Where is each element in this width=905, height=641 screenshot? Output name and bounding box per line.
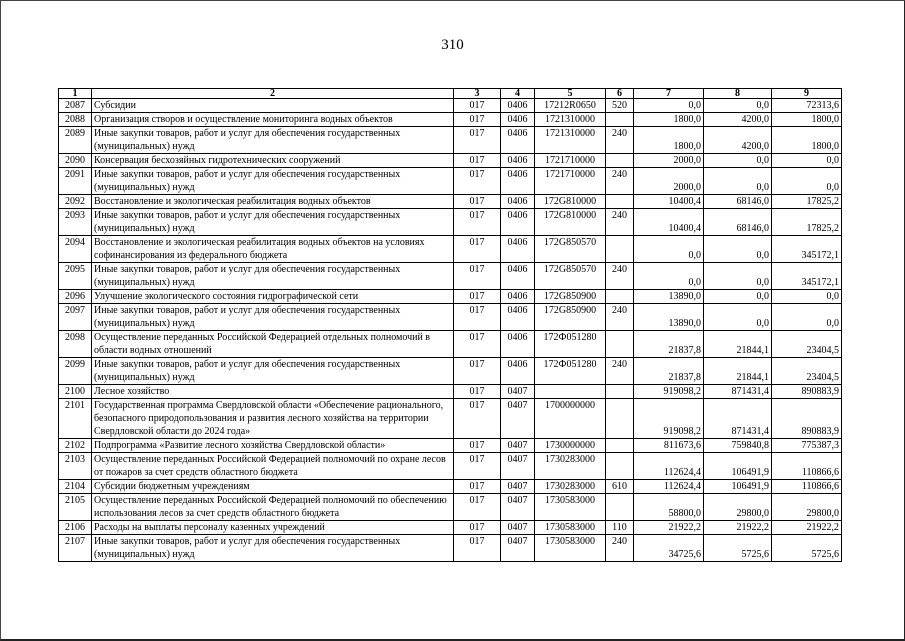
row-value-7: 58800,0 (634, 494, 704, 521)
row-value-7: 2000,0 (634, 168, 704, 195)
row-number: 2102 (59, 439, 92, 453)
row-target-code: 1721310000 (535, 113, 606, 127)
row-ministry-code: 017 (454, 453, 501, 480)
row-value-9: 17825,2 (772, 209, 842, 236)
row-ministry-code: 017 (454, 209, 501, 236)
row-value-8: 21844,1 (704, 331, 772, 358)
row-expense-type (606, 453, 634, 480)
row-value-9: 1800,0 (772, 113, 842, 127)
row-expense-type (606, 290, 634, 304)
table-row (59, 209, 842, 236)
row-section-code: 0407 (501, 385, 535, 399)
row-name: Осуществление переданных Российской Федерацией отдельных полномочий в области водных отношений (92, 331, 454, 358)
row-name: Осуществление переданных Российской Федерацией полномочий по обеспечению использования лесов за счет средств областного бюджета (92, 494, 454, 521)
row-value-7: 34725,6 (634, 535, 704, 562)
table-row (59, 439, 842, 453)
row-target-code: 17212R0650 (535, 99, 606, 113)
row-value-9: 775387,3 (772, 439, 842, 453)
row-expense-type (606, 331, 634, 358)
row-value-9: 345172,1 (772, 263, 842, 290)
row-value-9: 345172,1 (772, 236, 842, 263)
row-ministry-code: 017 (454, 535, 501, 562)
row-expense-type (606, 195, 634, 209)
row-value-8: 106491,9 (704, 453, 772, 480)
row-ministry-code: 017 (454, 331, 501, 358)
row-expense-type: 240 (606, 209, 634, 236)
row-value-7: 10400,4 (634, 195, 704, 209)
row-name: Восстановление и экологическая реабилитация водных объектов (92, 195, 454, 209)
header-row (59, 89, 842, 99)
row-section-code: 0407 (501, 480, 535, 494)
row-number: 2098 (59, 331, 92, 358)
row-value-8: 871431,4 (704, 385, 772, 399)
row-value-7: 13890,0 (634, 290, 704, 304)
row-name: Лесное хозяйство (92, 385, 454, 399)
table-row (59, 358, 842, 385)
row-section-code: 0406 (501, 195, 535, 209)
row-target-code: 1730283000 (535, 480, 606, 494)
row-value-8: 759840,8 (704, 439, 772, 453)
row-ministry-code: 017 (454, 439, 501, 453)
col-header-2: 2 (92, 89, 454, 99)
row-value-8: 0,0 (704, 236, 772, 263)
row-ministry-code: 017 (454, 113, 501, 127)
row-target-code: 172G850570 (535, 236, 606, 263)
row-expense-type (606, 399, 634, 439)
col-header-7: 7 (634, 89, 704, 99)
table-row (59, 168, 842, 195)
row-ministry-code: 017 (454, 304, 501, 331)
row-number: 2089 (59, 127, 92, 154)
row-number: 2104 (59, 480, 92, 494)
row-target-code: 1721310000 (535, 127, 606, 154)
row-ministry-code: 017 (454, 521, 501, 535)
row-value-9: 21922,2 (772, 521, 842, 535)
row-number: 2088 (59, 113, 92, 127)
row-value-7: 0,0 (634, 99, 704, 113)
row-expense-type (606, 154, 634, 168)
row-expense-type (606, 385, 634, 399)
row-value-9: 0,0 (772, 168, 842, 195)
row-target-code: 172G810000 (535, 195, 606, 209)
row-number: 2090 (59, 154, 92, 168)
row-ministry-code: 017 (454, 399, 501, 439)
row-value-8: 29800,0 (704, 494, 772, 521)
row-value-7: 13890,0 (634, 304, 704, 331)
row-ministry-code: 017 (454, 358, 501, 385)
row-value-7: 112624,4 (634, 480, 704, 494)
row-section-code: 0406 (501, 290, 535, 304)
row-ministry-code: 017 (454, 385, 501, 399)
row-value-8: 21844,1 (704, 358, 772, 385)
row-name: Иные закупки товаров, работ и услуг для обеспечения государственных (муниципальных) нужд (92, 358, 454, 385)
row-value-9: 29800,0 (772, 494, 842, 521)
row-section-code: 0406 (501, 209, 535, 236)
page-number: 310 (441, 37, 464, 53)
row-section-code: 0407 (501, 399, 535, 439)
row-target-code: 1721710000 (535, 154, 606, 168)
row-section-code: 0407 (501, 535, 535, 562)
row-target-code (535, 385, 606, 399)
row-name: Восстановление и экологическая реабилитация водных объектов на условиях софинансирования из федерального бюджета (92, 236, 454, 263)
row-target-code: 1730000000 (535, 439, 606, 453)
row-name: Расходы на выплаты персоналу казенных учреждений (92, 521, 454, 535)
row-expense-type (606, 439, 634, 453)
table-row (59, 99, 842, 113)
row-target-code: 172G850900 (535, 304, 606, 331)
row-expense-type: 520 (606, 99, 634, 113)
row-value-8: 0,0 (704, 154, 772, 168)
row-value-9: 23404,5 (772, 331, 842, 358)
row-number: 2092 (59, 195, 92, 209)
row-value-9: 0,0 (772, 290, 842, 304)
table-row (59, 154, 842, 168)
row-section-code: 0406 (501, 127, 535, 154)
row-value-8: 0,0 (704, 168, 772, 195)
row-ministry-code: 017 (454, 290, 501, 304)
row-target-code: 172G810000 (535, 209, 606, 236)
row-number: 2095 (59, 263, 92, 290)
row-number: 2106 (59, 521, 92, 535)
row-target-code: 172Ф051280 (535, 331, 606, 358)
row-expense-type: 610 (606, 480, 634, 494)
row-value-7: 21922,2 (634, 521, 704, 535)
row-value-9: 890883,9 (772, 399, 842, 439)
row-ministry-code: 017 (454, 99, 501, 113)
row-value-9: 23404,5 (772, 358, 842, 385)
col-header-8: 8 (704, 89, 772, 99)
row-name: Субсидии (92, 99, 454, 113)
row-name: Осуществление переданных Российской Федерацией полномочий по охране лесов от пожаров за счет средств областного бюджета (92, 453, 454, 480)
row-value-7: 919098,2 (634, 399, 704, 439)
row-value-8: 0,0 (704, 99, 772, 113)
row-number: 2087 (59, 99, 92, 113)
row-number: 2096 (59, 290, 92, 304)
row-name: Государственная программа Свердловской области «Обеспечение рационального, безопасного природопользования и развития лесного хозяйства на территории Свердловской области до 2024 года» (92, 399, 454, 439)
row-value-7: 0,0 (634, 263, 704, 290)
table-body (59, 99, 842, 562)
row-section-code: 0406 (501, 113, 535, 127)
row-expense-type: 240 (606, 127, 634, 154)
row-target-code: 1700000000 (535, 399, 606, 439)
row-value-9: 0,0 (772, 154, 842, 168)
row-expense-type: 240 (606, 168, 634, 195)
row-value-9: 72313,6 (772, 99, 842, 113)
row-name: Подпрограмма «Развитие лесного хозяйства Свердловской области» (92, 439, 454, 453)
table-row (59, 127, 842, 154)
table-row (59, 453, 842, 480)
row-number: 2103 (59, 453, 92, 480)
row-number: 2107 (59, 535, 92, 562)
row-name: Иные закупки товаров, работ и услуг для обеспечения государственных (муниципальных) нужд (92, 304, 454, 331)
table-row (59, 331, 842, 358)
table-row (59, 521, 842, 535)
row-target-code: 1730583000 (535, 494, 606, 521)
row-value-7: 919098,2 (634, 385, 704, 399)
row-value-9: 0,0 (772, 304, 842, 331)
row-ministry-code: 017 (454, 127, 501, 154)
row-section-code: 0407 (501, 453, 535, 480)
row-value-8: 68146,0 (704, 195, 772, 209)
row-ministry-code: 017 (454, 168, 501, 195)
row-name: Субсидии бюджетным учреждениям (92, 480, 454, 494)
table-row (59, 195, 842, 209)
row-value-7: 1800,0 (634, 127, 704, 154)
row-target-code: 172G850570 (535, 263, 606, 290)
row-value-9: 17825,2 (772, 195, 842, 209)
row-value-7: 10400,4 (634, 209, 704, 236)
row-target-code: 1730583000 (535, 521, 606, 535)
row-name: Улучшение экологического состояния гидрографической сети (92, 290, 454, 304)
row-ministry-code: 017 (454, 263, 501, 290)
row-name: Организация створов и осуществление мониторинга водных объектов (92, 113, 454, 127)
row-target-code: 1730583000 (535, 535, 606, 562)
row-section-code: 0406 (501, 358, 535, 385)
row-number: 2094 (59, 236, 92, 263)
row-section-code: 0406 (501, 154, 535, 168)
row-value-9: 5725,6 (772, 535, 842, 562)
row-expense-type (606, 236, 634, 263)
row-section-code: 0406 (501, 236, 535, 263)
row-number: 2097 (59, 304, 92, 331)
col-header-3: 3 (454, 89, 501, 99)
row-value-7: 112624,4 (634, 453, 704, 480)
row-name: Иные закупки товаров, работ и услуг для обеспечения государственных (муниципальных) нужд (92, 535, 454, 562)
row-number: 2101 (59, 399, 92, 439)
row-expense-type: 240 (606, 304, 634, 331)
row-value-8: 5725,6 (704, 535, 772, 562)
table-row (59, 236, 842, 263)
row-section-code: 0407 (501, 439, 535, 453)
row-expense-type: 240 (606, 535, 634, 562)
row-number: 2105 (59, 494, 92, 521)
row-expense-type (606, 494, 634, 521)
row-number: 2093 (59, 209, 92, 236)
row-target-code: 1730283000 (535, 453, 606, 480)
col-header-6: 6 (606, 89, 634, 99)
row-name: Иные закупки товаров, работ и услуг для обеспечения государственных (муниципальных) нужд (92, 209, 454, 236)
row-section-code: 0406 (501, 331, 535, 358)
row-target-code: 172Ф051280 (535, 358, 606, 385)
row-value-7: 21837,8 (634, 331, 704, 358)
table-row (59, 399, 842, 439)
row-number: 2091 (59, 168, 92, 195)
row-value-8: 4200,0 (704, 127, 772, 154)
row-value-9: 1800,0 (772, 127, 842, 154)
row-expense-type: 240 (606, 263, 634, 290)
row-name: Консервация бесхозяйных гидротехнических сооружений (92, 154, 454, 168)
row-section-code: 0406 (501, 304, 535, 331)
row-ministry-code: 017 (454, 195, 501, 209)
row-value-9: 110866,6 (772, 480, 842, 494)
row-number: 2099 (59, 358, 92, 385)
table-row (59, 263, 842, 290)
row-value-9: 110866,6 (772, 453, 842, 480)
row-section-code: 0407 (501, 494, 535, 521)
row-ministry-code: 017 (454, 154, 501, 168)
table-row (59, 535, 842, 562)
col-header-9: 9 (772, 89, 842, 99)
row-expense-type: 110 (606, 521, 634, 535)
col-header-1: 1 (59, 89, 92, 99)
row-section-code: 0406 (501, 263, 535, 290)
row-expense-type (606, 113, 634, 127)
row-number: 2100 (59, 385, 92, 399)
row-value-8: 0,0 (704, 263, 772, 290)
row-section-code: 0406 (501, 168, 535, 195)
row-expense-type: 240 (606, 358, 634, 385)
row-value-7: 1800,0 (634, 113, 704, 127)
table-row (59, 494, 842, 521)
row-ministry-code: 017 (454, 236, 501, 263)
row-ministry-code: 017 (454, 480, 501, 494)
row-section-code: 0407 (501, 521, 535, 535)
table-row (59, 304, 842, 331)
row-value-8: 0,0 (704, 304, 772, 331)
col-header-5: 5 (535, 89, 606, 99)
row-name: Иные закупки товаров, работ и услуг для обеспечения государственных (муниципальных) нужд (92, 168, 454, 195)
table-row (59, 113, 842, 127)
col-header-4: 4 (501, 89, 535, 99)
row-value-8: 21922,2 (704, 521, 772, 535)
row-section-code: 0406 (501, 99, 535, 113)
row-target-code: 1721710000 (535, 168, 606, 195)
row-target-code: 172G850900 (535, 290, 606, 304)
row-value-8: 106491,9 (704, 480, 772, 494)
row-value-8: 871431,4 (704, 399, 772, 439)
row-value-7: 811673,6 (634, 439, 704, 453)
row-value-7: 0,0 (634, 236, 704, 263)
table-row (59, 385, 842, 399)
row-name: Иные закупки товаров, работ и услуг для обеспечения государственных (муниципальных) нужд (92, 263, 454, 290)
row-ministry-code: 017 (454, 494, 501, 521)
row-name: Иные закупки товаров, работ и услуг для обеспечения государственных (муниципальных) нужд (92, 127, 454, 154)
table-row (59, 290, 842, 304)
table-row (59, 480, 842, 494)
row-value-7: 21837,8 (634, 358, 704, 385)
row-value-9: 890883,9 (772, 385, 842, 399)
row-value-8: 68146,0 (704, 209, 772, 236)
row-value-8: 4200,0 (704, 113, 772, 127)
row-value-7: 2000,0 (634, 154, 704, 168)
budget-table (58, 88, 842, 562)
row-value-8: 0,0 (704, 290, 772, 304)
